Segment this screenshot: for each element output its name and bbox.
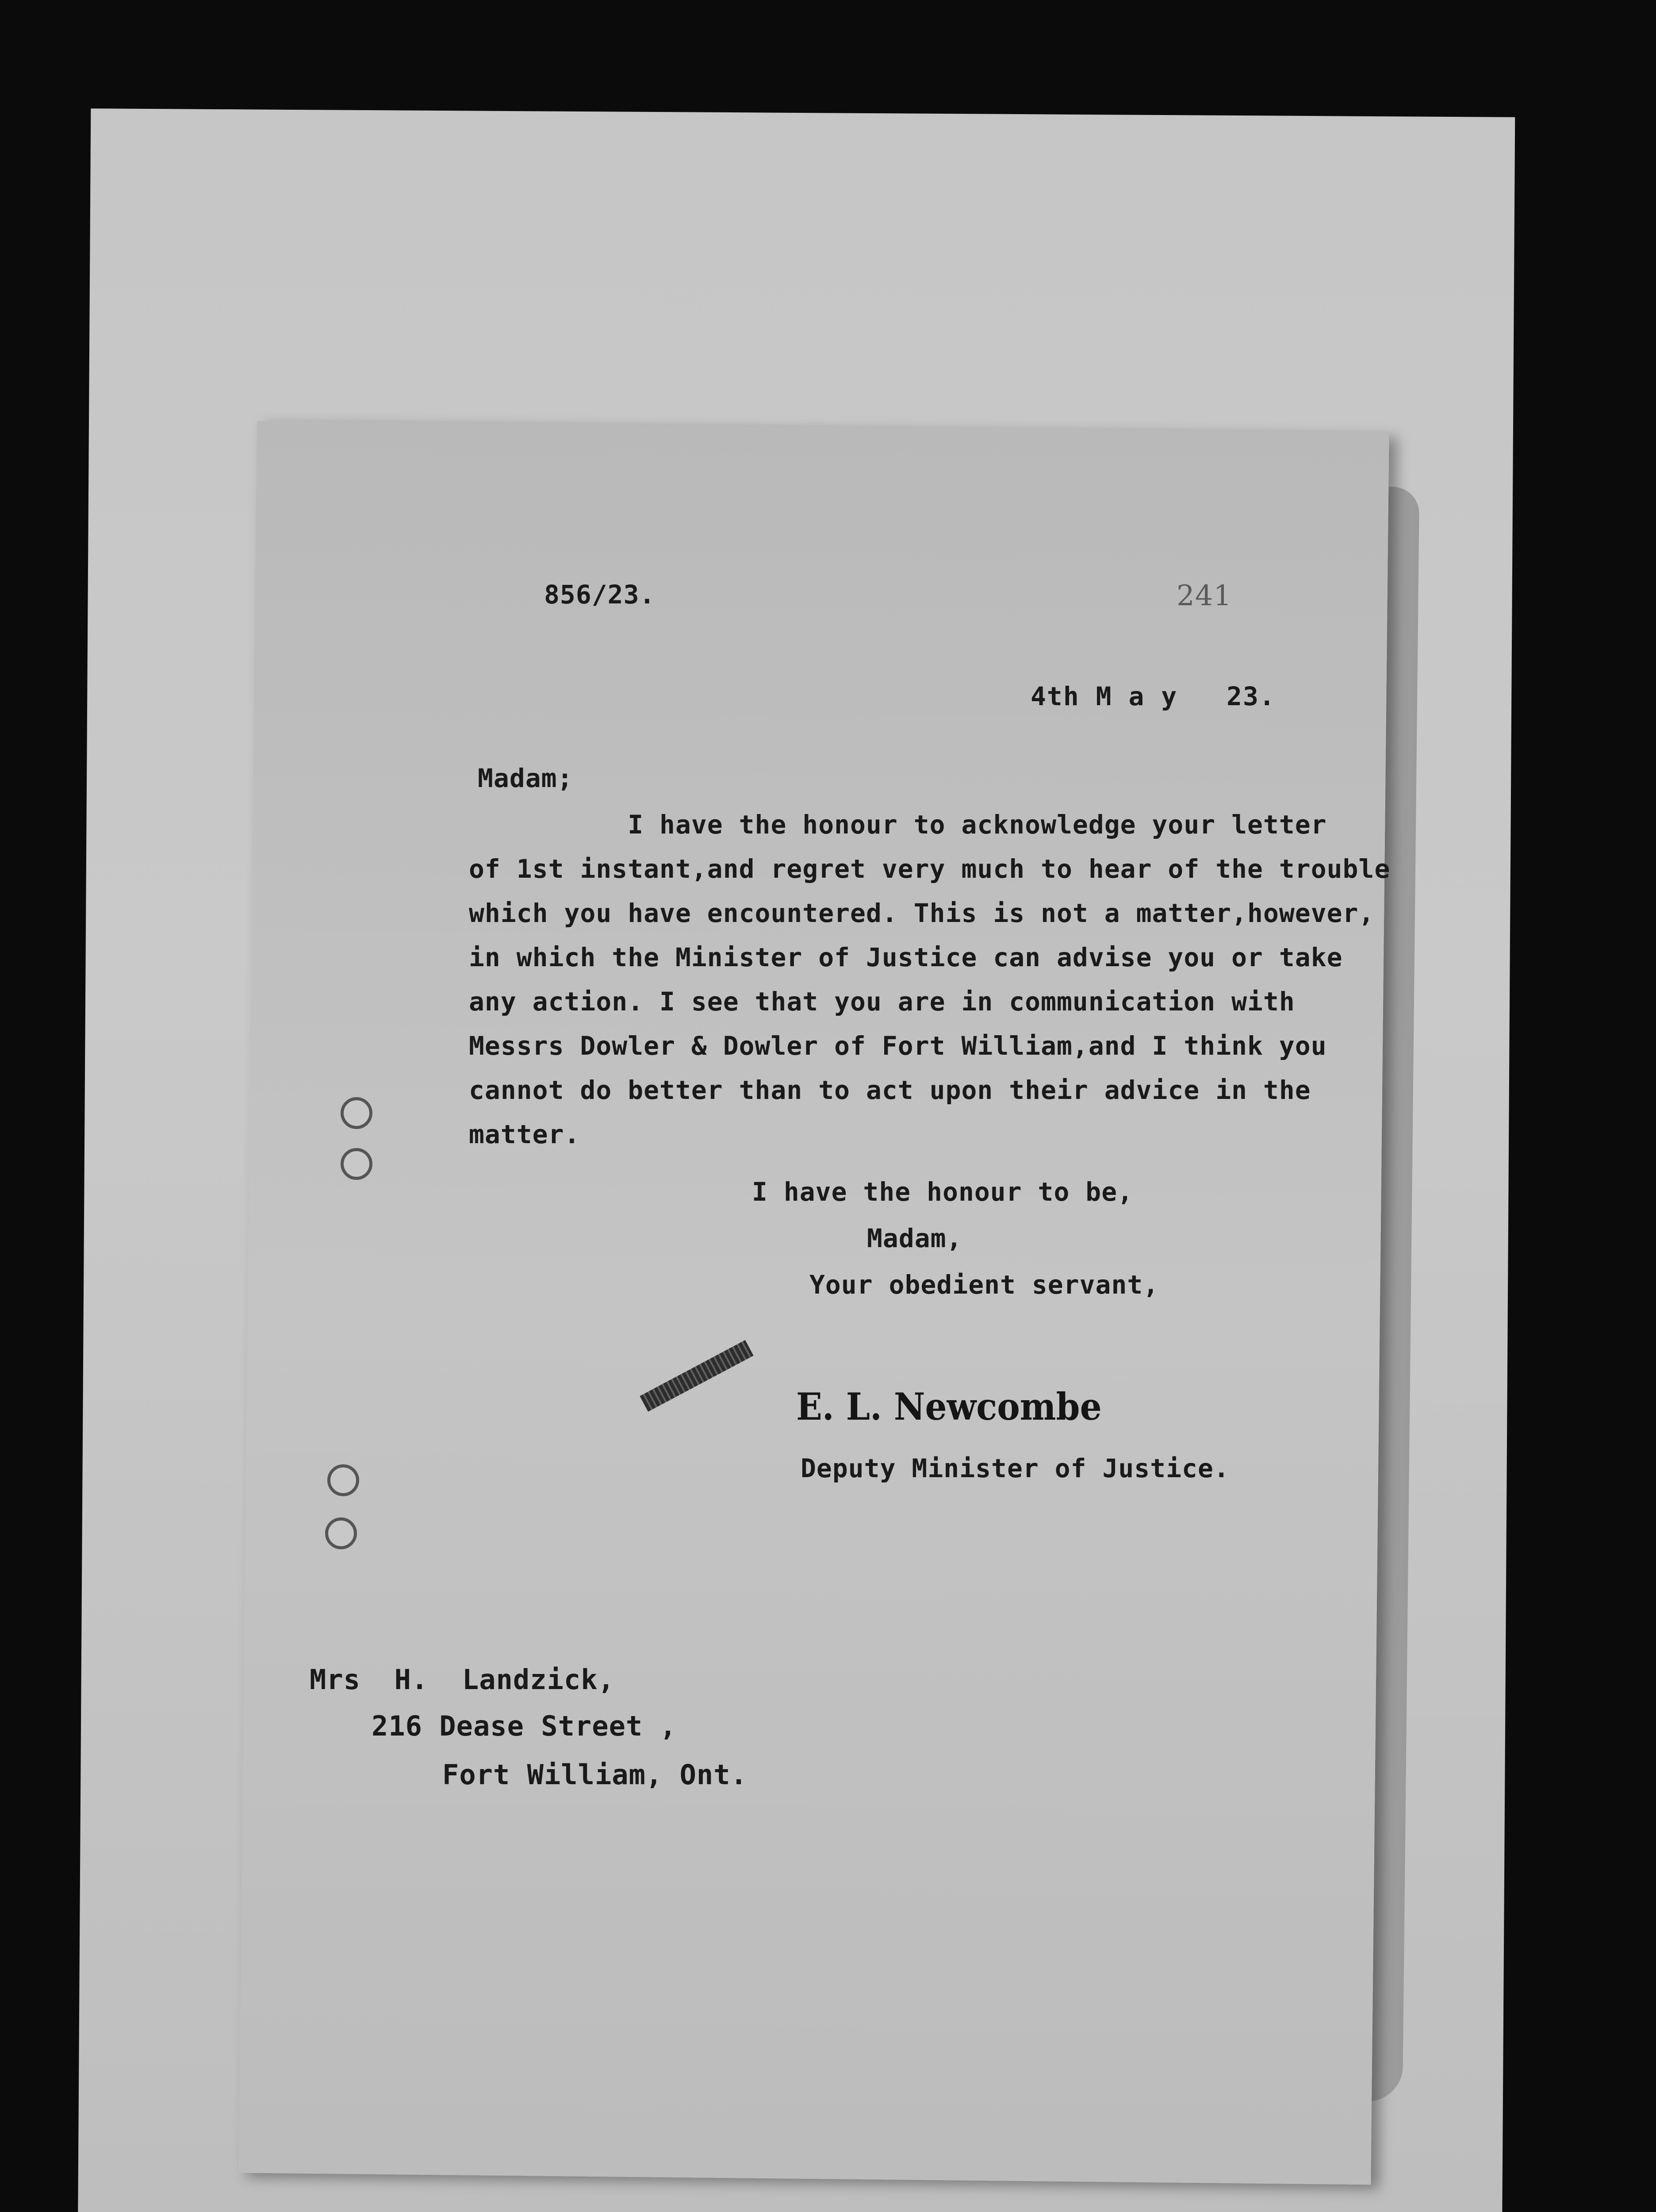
body-line: any action. I see that you are in communication with xyxy=(469,987,1295,1017)
punch-hole xyxy=(327,1464,359,1496)
body-line: I have the honour to acknowledge your letter xyxy=(469,810,1327,840)
body-line: Messrs Dowler & Dowler of Fort William,and I think you xyxy=(469,1031,1327,1061)
signature: E. L. Newcombe xyxy=(796,1385,1102,1429)
body-line: in which the Minister of Justice can advise you or take xyxy=(469,942,1343,972)
letter-date: 4th M a y 23. xyxy=(1031,681,1276,711)
address-line: Mrs H. Landzick, xyxy=(310,1663,615,1696)
closing-line: Madam, xyxy=(867,1223,962,1253)
folio-number: 241 xyxy=(1177,580,1232,612)
body-line: which you have encountered. This is not a matter,however, xyxy=(469,898,1375,928)
salutation: Madam; xyxy=(478,763,573,793)
body-line: cannot do better than to act upon their advice in the xyxy=(469,1075,1311,1105)
body-line: matter. xyxy=(469,1119,580,1149)
closing-line: Your obedient servant, xyxy=(809,1270,1159,1300)
address-line: Fort William, Ont. xyxy=(442,1759,748,1791)
file-reference: 856/23. xyxy=(544,580,656,610)
closing-line: I have the honour to be, xyxy=(752,1177,1134,1207)
punch-hole xyxy=(341,1097,372,1129)
address-line: 216 Dease Street , xyxy=(372,1710,677,1742)
punch-hole xyxy=(325,1517,357,1549)
signature-title: Deputy Minister of Justice. xyxy=(801,1453,1230,1483)
body-line: of 1st instant,and regret very much to hear of the trouble xyxy=(469,854,1391,884)
punch-hole xyxy=(341,1148,372,1180)
